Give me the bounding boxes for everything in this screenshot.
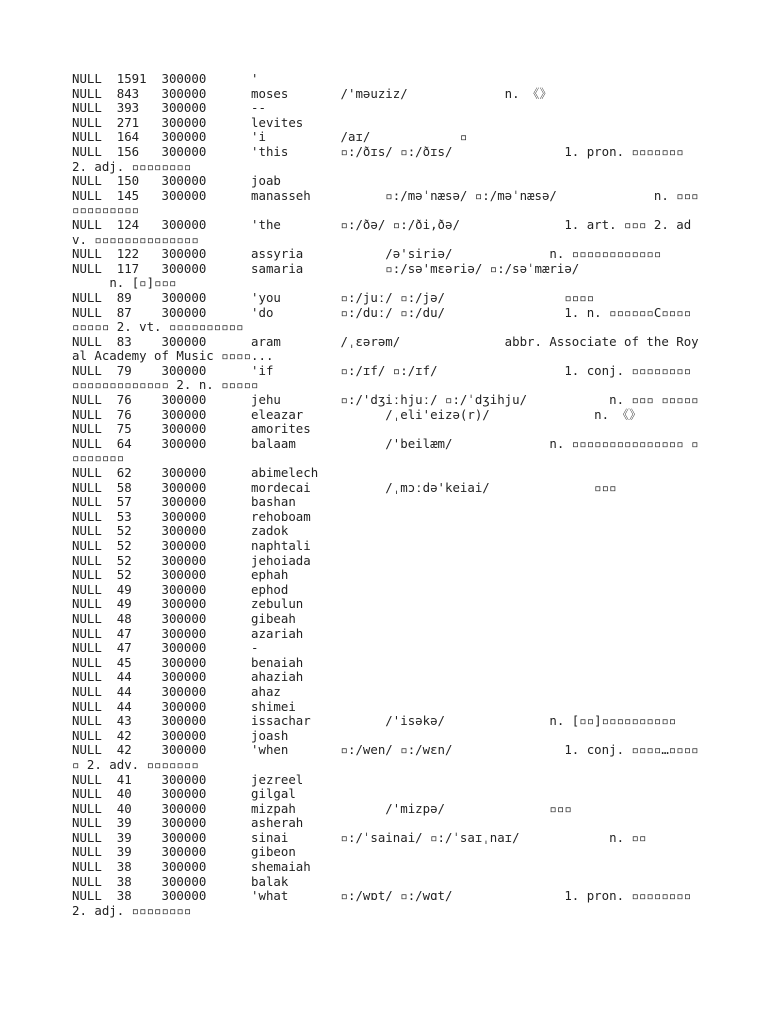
text-line: NULL 58 300000 mordecai /ˌmɔːdə'keiai/ ▫▫▫ bbox=[72, 479, 617, 495]
text-line: NULL 57 300000 bashan bbox=[72, 494, 296, 510]
text-line: NULL 124 300000 'the ▫:/ðə/ ▫:/ði,ðə/ 1. art. ▫▫▫ 2. adv. ▫▫▫▫▫▫▫▫▫▫▫▫▫▫ bbox=[72, 216, 692, 247]
text-line: NULL 150 300000 joab bbox=[72, 173, 281, 189]
text-line: NULL 89 300000 'you ▫:/juː/ ▫:/jə/ ▫▫▫▫ bbox=[72, 289, 595, 305]
text-line: NULL 122 300000 assyria /ə'siriə/ n. ▫▫▫▫▫▫▫▫▫▫▫▫ bbox=[72, 246, 662, 262]
text-line: NULL 39 300000 sinai ▫:/ˈsainai/ ▫:/ˈsaɪˌnaɪ/ n. ▫▫ bbox=[72, 829, 647, 845]
text-line: NULL 39 300000 asherah bbox=[72, 815, 304, 831]
text-line: NULL 64 300000 balaam /'beilæm/ n. ▫▫▫▫▫▫▫▫▫▫▫▫▫▫▫ ▫▫▫▫▫▫▫▫ bbox=[72, 435, 699, 466]
text-line: NULL 47 300000 - bbox=[72, 640, 259, 656]
text-line: NULL 393 300000 -- bbox=[72, 100, 266, 116]
text-line: NULL 44 300000 shimei bbox=[72, 698, 296, 714]
text-line: NULL 40 300000 mizpah /'mizpə/ ▫▫▫ bbox=[72, 800, 572, 816]
text-line: NULL 52 300000 zadok bbox=[72, 523, 289, 539]
text-line: NULL 43 300000 issachar /'isəkə/ n. [▫▫]▫▫▫▫▫▫▫▫▫▫ bbox=[72, 713, 677, 729]
text-line: NULL 47 300000 azariah bbox=[72, 625, 304, 641]
text-line: n. [▫]▫▫▫ bbox=[72, 275, 177, 291]
text-line: NULL 271 300000 levites bbox=[72, 114, 304, 130]
text-line: NULL 52 300000 ephah bbox=[72, 567, 289, 583]
text-line: NULL 145 300000 manasseh ▫:/məˈnæsə/ ▫:/məˈnæsə/ n. ▫▫▫ ▫▫▫▫▫▫▫▫▫ bbox=[72, 187, 707, 218]
text-line: NULL 44 300000 ahaz bbox=[72, 683, 281, 699]
text-line: NULL 1591 300000 ' bbox=[72, 71, 259, 86]
text-line: NULL 41 300000 jezreel bbox=[72, 771, 304, 787]
text-line: NULL 40 300000 gilgal bbox=[72, 786, 296, 802]
text-line: NULL 52 300000 jehoiada bbox=[72, 552, 311, 568]
text-line: NULL 83 300000 aram /ˌɛərəm/ abbr. Associate of the Royal Academy of Music ▫▫▫▫... bbox=[72, 333, 699, 364]
text-line: NULL 76 300000 jehu ▫:/'dʒiːhjuː/ ▫:/ˈdʒihju/ n. ▫▫▫ ▫▫▫▫▫ bbox=[72, 392, 699, 408]
text-line: NULL 79 300000 'if ▫:/ɪf/ ▫:/ɪf/ 1. conj. ▫▫▫▫▫▫▫▫ ▫▫▫▫▫▫▫▫▫▫▫▫▫ 2. n. ▫▫▫▫▫ bbox=[72, 362, 699, 393]
text-line: NULL 75 300000 amorites bbox=[72, 421, 311, 437]
text-line: NULL 39 300000 gibeon bbox=[72, 844, 296, 860]
text-line: NULL 117 300000 samaria ▫:/sə'mɛəriə/ ▫:/səˈmæriə/ bbox=[72, 260, 580, 276]
text-line: NULL 843 300000 moses /'məuziz/ n. 《》 bbox=[72, 85, 552, 101]
text-line: NULL 38 300000 balak bbox=[72, 873, 289, 889]
text-document bbox=[72, 71, 707, 918]
text-line: NULL 38 300000 'what ▫:/wɒt/ ▫:/wɑt/ 1. pron. ▫▫▫▫▫▫▫▫ 2. adj. ▫▫▫▫▫▫▫▫ bbox=[72, 888, 699, 918]
text-line: NULL 38 300000 shemaiah bbox=[72, 859, 311, 875]
text-line: NULL 156 300000 'this ▫:/ðɪs/ ▫:/ðɪs/ 1. pron. ▫▫▫▫▫▫▫ 2. adj. ▫▫▫▫▫▫▫▫ bbox=[72, 143, 692, 174]
text-line: NULL 48 300000 gibeah bbox=[72, 610, 296, 626]
text-line: NULL 42 300000 'when ▫:/wen/ ▫:/wɛn/ 1. conj. ▫▫▫▫…▫▫▫▫ ▫ 2. adv. ▫▫▫▫▫▫▫ bbox=[72, 742, 707, 772]
text-line: NULL 53 300000 rehoboam bbox=[72, 508, 311, 524]
text-line: NULL 49 300000 zebulun bbox=[72, 596, 304, 612]
text-line: NULL 52 300000 naphtali bbox=[72, 538, 311, 553]
text-line: NULL 44 300000 ahaziah bbox=[72, 669, 304, 685]
text-line: NULL 87 300000 'do ▫:/duː/ ▫:/du/ 1. n. ▫▫▫▫▫▫C▫▫▫▫ ▫▫▫▫▫ 2. vt. ▫▫▫▫▫▫▫▫▫▫ bbox=[72, 304, 699, 335]
text-line: NULL 45 300000 benaiah bbox=[72, 654, 304, 670]
text-line: NULL 76 300000 eleazar /ˌeli'eizə(r)/ n. 《》 bbox=[72, 406, 642, 422]
text-line: NULL 62 300000 abimelech bbox=[72, 465, 319, 481]
text-line: NULL 49 300000 ephod bbox=[72, 581, 289, 597]
text-line: NULL 164 300000 'i /aɪ/ ▫ bbox=[72, 129, 468, 145]
text-line: NULL 42 300000 joash bbox=[72, 727, 289, 743]
